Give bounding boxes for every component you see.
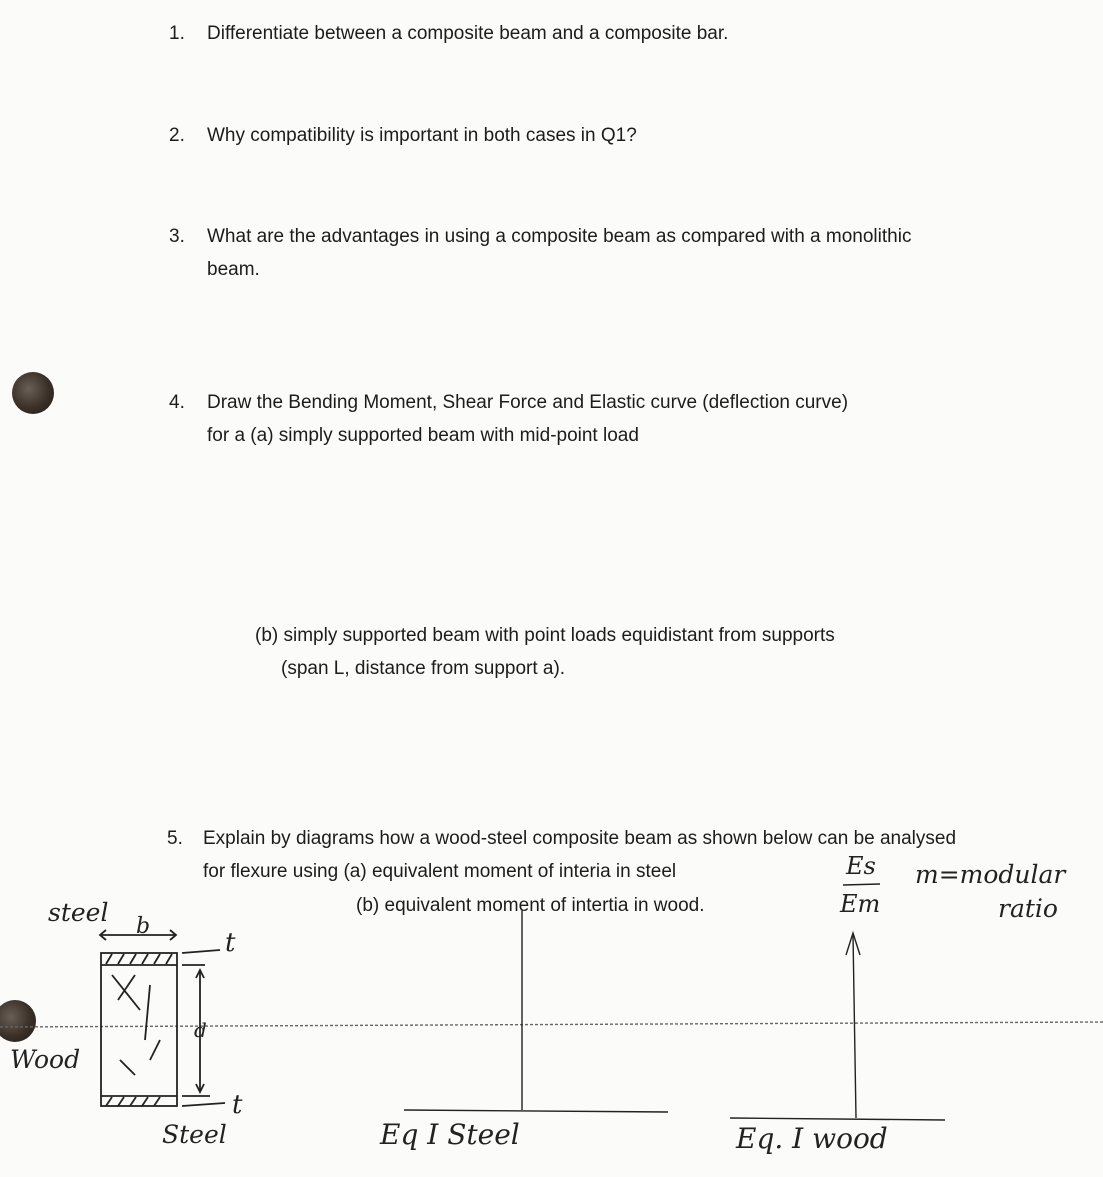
neutral-axis-line [0, 1022, 1103, 1027]
label-steel-bottom: Steel [162, 1120, 227, 1149]
label-d: d [194, 1018, 207, 1042]
question-text-line-2: for flexure using (a) equivalent moment of interia in steel [203, 861, 677, 882]
label-t-bottom: t [232, 1090, 243, 1120]
label-t-top: t [225, 928, 236, 958]
label-wood: Wood [10, 1045, 81, 1074]
question-text-line-2: (span L, distance from support a). [281, 658, 566, 679]
wood-axis-baseline [730, 1118, 945, 1120]
label-es: Es [846, 852, 876, 880]
steel-axis-baseline [404, 1110, 668, 1112]
question-text-line-1: What are the advantages in using a composite beam as compared with a monolithic [207, 226, 912, 247]
question-number: 4. [169, 392, 185, 413]
wood-axis-vertical [853, 935, 856, 1118]
fraction-bar [843, 884, 880, 885]
question-text-line-1: (b) simply supported beam with point loads equidistant from supports [255, 625, 835, 646]
question-text-line-1: Explain by diagrams how a wood-steel composite beam as shown below can be analysed [203, 828, 957, 849]
question-number: 2. [169, 125, 185, 146]
question-text-line-1: Draw the Bending Moment, Shear Force and Elastic curve (deflection curve) [207, 392, 849, 413]
label-b: b [136, 914, 151, 939]
question-text: (b) equivalent moment of intertia in wood. [356, 895, 705, 916]
label-eq-i-wood: Eq. I wood [736, 1122, 888, 1155]
label-steel-top: steel [48, 898, 109, 927]
question-text: Why compatibility is important in both cases in Q1? [207, 125, 637, 146]
question-text-line-2: beam. [207, 259, 260, 280]
question-number: 5. [167, 828, 183, 849]
question-text-line-2: for a (a) simply supported beam with mid-point load [207, 425, 639, 446]
label-modular: m=modular [915, 860, 1066, 889]
question-number: 1. [169, 23, 185, 44]
question-text: Differentiate between a composite beam and a composite bar. [207, 23, 729, 44]
label-em: Em [840, 890, 881, 918]
label-ratio: ratio [998, 894, 1058, 923]
question-number: 3. [169, 226, 185, 247]
label-eq-i-steel: Eq I Steel [380, 1118, 520, 1151]
